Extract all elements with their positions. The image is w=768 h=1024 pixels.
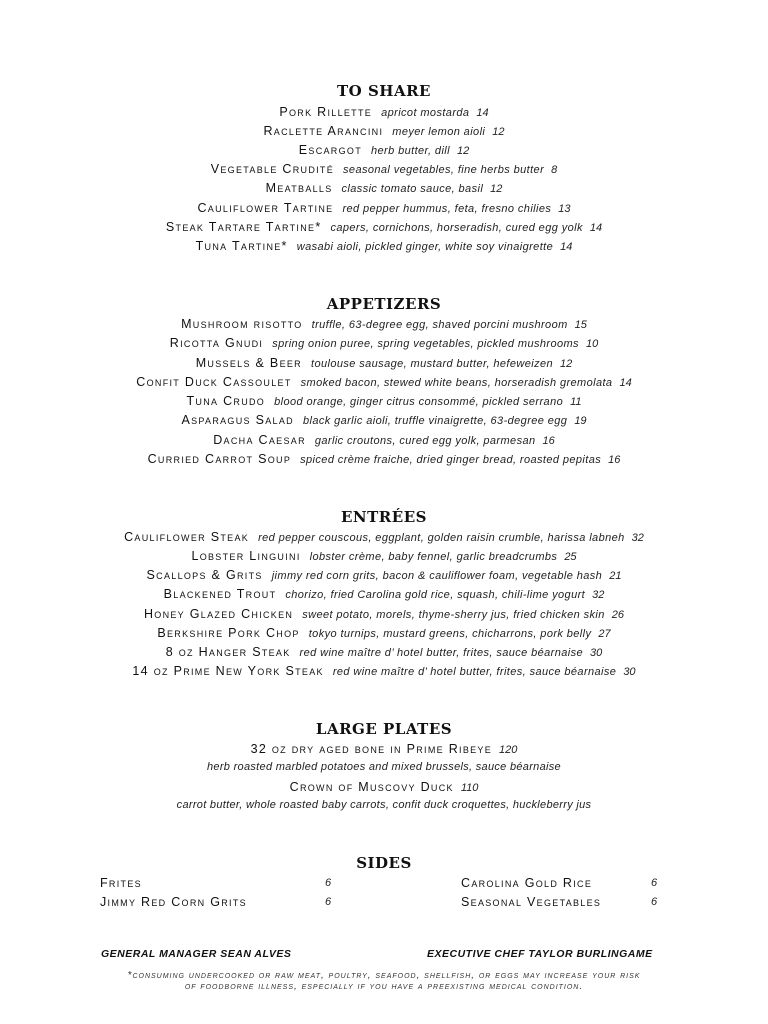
item-price: 19 — [574, 415, 587, 427]
menu-item — [0, 102, 768, 121]
item-description: capers, cornichons, horseradish, cured egg yolk — [330, 222, 583, 234]
item-price: 6 — [325, 877, 332, 889]
menu-item — [0, 372, 768, 391]
menu-item — [0, 391, 768, 410]
item-description: red pepper hummus, feta, fresno chilies — [342, 203, 552, 215]
menu-item — [0, 661, 768, 680]
item-description: black garlic aioli, truffle vinaigrette, 63-degree egg — [302, 415, 568, 427]
item-name: Vegetable Crudité — [210, 162, 335, 176]
item-price: 14 — [560, 241, 573, 253]
item-price: 10 — [585, 338, 599, 350]
menu-item — [0, 604, 768, 623]
item-name: Raclette Arancini — [263, 124, 384, 138]
item-name: 8 oz Hanger Steak — [165, 645, 291, 659]
item-name: 14 oz Prime New York Steak — [132, 664, 324, 678]
item-price: 13 — [558, 203, 571, 215]
section-title-to-share: TO SHARE — [337, 82, 431, 100]
item-price: 12 — [560, 358, 573, 370]
item-name: Cauliflower Tartine — [197, 201, 334, 215]
item-description: red wine maître d’ hotel butter, frites, sauce béarnaise — [332, 666, 617, 678]
item-name: Jimmy Red Corn Grits — [100, 895, 247, 909]
item-name: 32 oz dry aged bone in Prime Ribeye — [250, 742, 493, 756]
item-description: spring onion puree, spring vegetables, pickled mushrooms — [272, 338, 579, 350]
item-description: apricot mostarda — [381, 107, 470, 119]
item-price: 11 — [570, 396, 582, 408]
item-price: 6 — [651, 896, 658, 908]
item-description: toulouse sausage, mustard butter, hefeweizen — [310, 358, 554, 370]
menu-item — [0, 217, 768, 236]
item-price: 30 — [590, 647, 603, 659]
item-price: 16 — [542, 435, 555, 447]
item-description: chorizo, fried Carolina gold rice, squash, chili-lime yogurt — [285, 589, 586, 601]
item-description: lobster crème, baby fennel, garlic breadcrumbs — [309, 551, 558, 563]
item-description: meyer lemon aioli — [392, 126, 486, 138]
item-name: Curried Carrot Soup — [147, 452, 292, 466]
item-description: tokyo turnips, mustard greens, chicharrons, pork belly — [308, 628, 592, 640]
item-name: Mushroom risotto — [181, 317, 303, 331]
menu-item — [0, 739, 768, 758]
menu-item — [0, 159, 768, 178]
menu-item — [0, 584, 768, 603]
item-name: Meatballs — [265, 181, 333, 195]
item-name: Berkshire Pork Chop — [157, 626, 300, 640]
item-price: 6 — [325, 896, 332, 908]
item-price: 26 — [611, 609, 625, 621]
item-price: 25 — [564, 551, 577, 563]
item-name: Dacha Caesar — [213, 433, 306, 447]
item-description: truffle, 63-degree egg, shaved porcini mushroom — [311, 319, 568, 331]
item-name: Pork Rillette — [279, 105, 373, 119]
item-name: Tuna Tartine* — [195, 239, 288, 253]
item-price: 16 — [608, 454, 621, 466]
item-name: Steak Tartare Tartine* — [165, 220, 322, 234]
menu-item — [0, 642, 768, 661]
item-description: seasonal vegetables, fine herbs butter — [343, 164, 545, 176]
item-name: Scallops & Grits — [146, 568, 263, 582]
item-description: classic tomato sauce, basil — [341, 183, 484, 195]
menu-item — [0, 527, 768, 546]
menu-item — [0, 140, 768, 159]
item-price: 27 — [598, 628, 611, 640]
item-name: Asparagus Salad — [181, 413, 294, 427]
menu-item — [0, 777, 768, 796]
item-description: spiced crème fraiche, dried ginger bread, roasted pepitas — [300, 454, 602, 466]
item-name: Honey Glazed Chicken — [143, 607, 294, 621]
item-description: red pepper couscous, eggplant, golden raisin crumble, harissa labneh — [258, 532, 625, 544]
item-price: 14 — [619, 377, 632, 389]
item-price: 6 — [651, 877, 658, 889]
item-price: 30 — [623, 666, 636, 678]
item-description: sweet potato, morels, thyme-sherry jus, fried chicken skin — [302, 609, 605, 621]
item-name: Ricotta Gnudi — [169, 336, 264, 350]
item-description: smoked bacon, stewed white beans, horseradish gremolata — [300, 377, 613, 389]
menu-item — [0, 565, 768, 584]
item-description: wasabi aioli, pickled ginger, white soy vinaigrette — [296, 241, 554, 253]
executive-chef-credit: EXECUTIVE CHEF TAYLOR BURLINGAME — [427, 948, 653, 960]
section-title-sides: SIDES — [356, 854, 412, 872]
item-price: 32 — [592, 589, 605, 601]
item-description: red wine maître d’ hotel butter, frites, sauce béarnaise — [299, 647, 584, 659]
menu-item — [0, 198, 768, 217]
item-description: garlic croutons, cured egg yolk, parmesan — [314, 435, 536, 447]
menu-item — [0, 178, 768, 197]
item-description: carrot butter, whole roasted baby carrots, confit duck croquettes, huckleberry jus — [176, 799, 592, 811]
item-name: Cauliflower Steak — [124, 530, 250, 544]
health-disclaimer-line-1: *consuming undercooked or raw meat, poultry, seafood, shellfish, or eggs may increase your risk — [127, 970, 641, 981]
menu-item — [0, 449, 768, 468]
menu-item — [0, 353, 768, 372]
item-price: 120 — [499, 744, 518, 756]
section-title-large-plates: LARGE PLATES — [315, 720, 453, 738]
item-name: Lobster Linguini — [191, 549, 301, 563]
item-name: Confit Duck Cassoulet — [136, 375, 292, 389]
item-name: Escargot — [298, 143, 363, 157]
item-price: 12 — [490, 183, 503, 195]
menu-item — [0, 121, 768, 140]
menu-item — [0, 333, 768, 352]
item-name: Frites — [100, 876, 142, 890]
item-price: 8 — [551, 164, 558, 176]
item-price: 14 — [589, 222, 603, 234]
item-name: Mussels & Beer — [195, 356, 302, 370]
menu-item — [0, 623, 768, 642]
item-name: Carolina Gold Rice — [461, 876, 593, 890]
item-name: Crown of Muscovy Duck — [289, 780, 454, 794]
section-title-entrees: ENTRÉES — [341, 508, 427, 526]
item-description: blood orange, ginger citrus consommé, pickled serrano — [274, 396, 564, 408]
item-price: 12 — [456, 145, 470, 157]
menu-item — [0, 430, 768, 449]
item-description: herb butter, dill — [371, 145, 450, 157]
item-description: jimmy red corn grits, bacon & cauliflower foam, vegetable hash — [271, 570, 603, 582]
item-price: 32 — [631, 532, 644, 544]
item-name: Seasonal Vegetables — [461, 895, 602, 909]
section-title-appetizers: APPETIZERS — [326, 295, 442, 313]
item-name: Blackened Trout — [163, 587, 277, 601]
item-description: herb roasted marbled potatoes and mixed brussels, sauce béarnaise — [207, 761, 561, 773]
item-name: Tuna Crudo — [186, 394, 266, 408]
item-price: 110 — [460, 782, 479, 794]
health-disclaimer-line-2: of foodborne illness, especially if you have a preexisting medical condition. — [184, 981, 584, 992]
menu-item — [0, 236, 768, 255]
item-price: 15 — [574, 319, 587, 331]
item-price: 21 — [609, 570, 622, 582]
menu-item — [0, 410, 768, 429]
general-manager-credit: GENERAL MANAGER SEAN ALVES — [101, 948, 292, 960]
menu-item — [0, 314, 768, 333]
menu-item — [0, 546, 768, 565]
item-price: 12 — [492, 126, 505, 138]
item-price: 14 — [476, 107, 489, 119]
